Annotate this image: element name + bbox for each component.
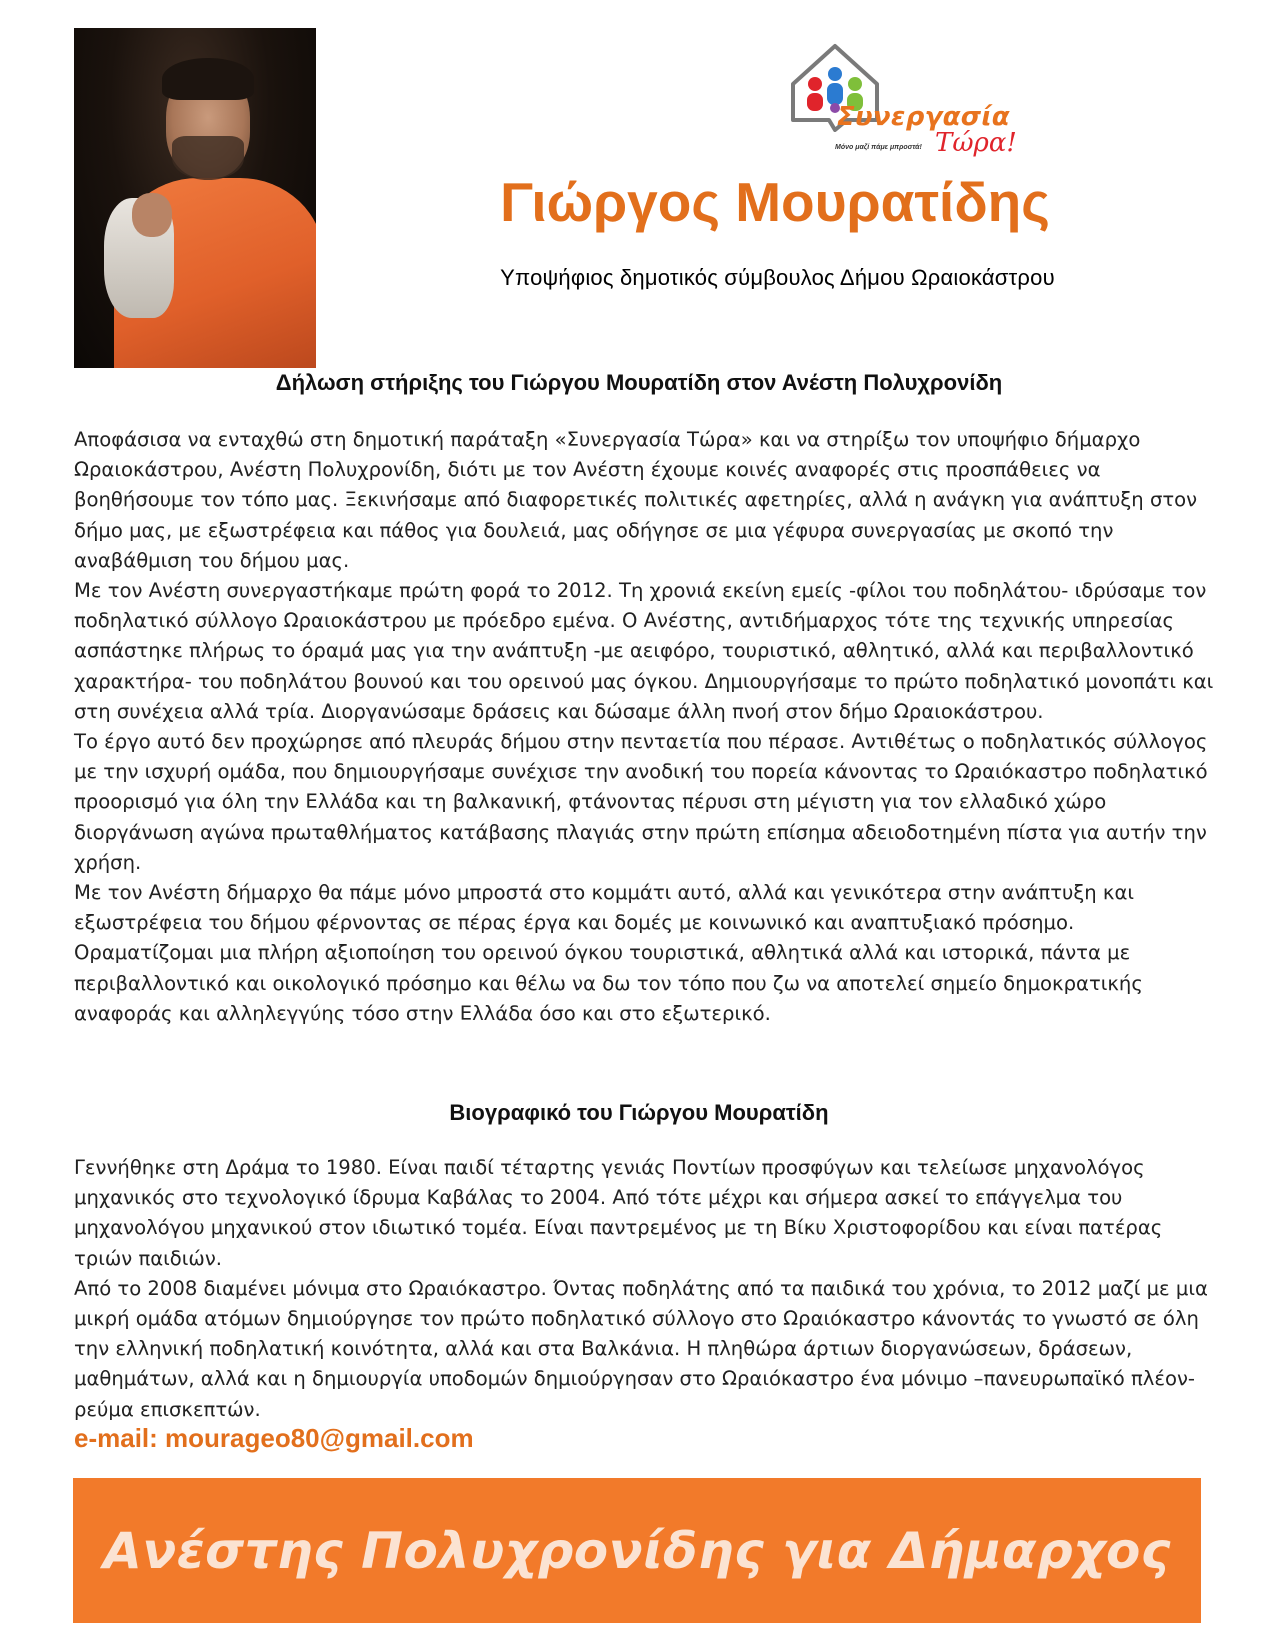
photo-beard bbox=[172, 136, 244, 180]
bio-heading: Βιογραφικό του Γιώργου Μουρατίδη bbox=[449, 1100, 829, 1125]
banner-text: Ανέστης Πολυχρονίδης για Δήμαρχος bbox=[103, 1521, 1171, 1580]
bio-paragraph: Από το 2008 διαμένει μόνιμα στο Ωραιόκαστρο. Όντας ποδηλάτης από τα παιδικά του χρόνια, το 2012 μαζί με μια μικρή ομάδα ατόμων δημιούργησε τον πρώτο ποδηλατικό σύλλογο στο Ωραιόκαστρο κάνοντάς το γνωστό σε όλη την ελληνική ποδηλατική κοινότητα, αλλά και στα Βαλκάνια. Η πληθώρα άρτιων διοργανώσεων, δράσεων, μαθημάτων, αλλά και η δημιουργία υποδομών δημιούργησαν στο Ωραιόκαστρο ένα μόνιμο –πανευρωπαϊκό πλέον- ρεύμα επισκεπτών. bbox=[74, 1276, 1208, 1421]
logo-motto: Μόνο μαζί πάμε μπροστά! bbox=[835, 144, 922, 151]
statement-heading: Δήλωση στήριξης του Γιώργου Μουρατίδη στον Ανέστη Πολυχρονίδη bbox=[275, 370, 1003, 395]
statement-paragraph: Με τον Ανέστη δήμαρχο θα πάμε μόνο μπροστά στο κομμάτι αυτό, αλλά και γενικότερα στην ανάπτυξη και εξωστρέφεια του δήμου φέρνοντας σε πέρας έργα και δομές με κοινωνικό και αναπτυξιακό πρόσημο. Οραματίζομαι μια πλήρη αξιοποίηση του ορεινού όγκου τουριστικά, αθλητικά αλλά και ιστορικά, πάντα με περιβαλλοντικό και οικολογικό πρόσημο και θέλω να δω τον τόπο που ζω να αποτελεί σημείο δημοκρατικής αναφοράς και αλληλεγγύης τόσο στην Ελλάδα όσο και στο εξωτερικό. bbox=[74, 881, 1143, 1025]
logo-brand-text-2: Τώρα! bbox=[935, 128, 1017, 158]
bio-paragraph: Γεννήθηκε στη Δράμα το 1980. Είναι παιδί τέταρτης γενιάς Ποντίων προσφύγων και τελείωσε μηχανολόγος μηχανικός στο τεχνολογικό ίδρυμα Καβάλας το 2004. Από τότε μέχρι και σήμερα ασκεί το επάγγελμα του μηχανολόγου μηχανικού στον ιδιωτικό τομέα. Είναι παντρεμένος με τη Βίκυ Χριστοφορίδου και είναι πατέρας τριών παιδιών. bbox=[74, 1156, 1163, 1270]
candidate-name: Γιώργος Μουρατίδης bbox=[500, 171, 1050, 233]
statement-paragraph: Το έργο αυτό δεν προχώρησε από πλευράς δήμου στην πενταετία που πέρασε. Αντιθέτως ο ποδηλατικός σύλλογος με την ισχυρή ομάδα, που δημιουργήσαμε συνέχισε την ανοδική του πορεία κάνοντας το Ωραιόκαστρο ποδηλατικό προορισμό για όλη την Ελλάδα και τη βαλκανική, φτάνοντας πέρυσι στη μέγιστη για τον ελλαδικό χώρο διοργάνωση αγώνα πρωταθλήματος κατάβασης πλαγιάς στην πρώτη επίσημα αδειοδοτημένη πίστα για αυτήν την χρήση. bbox=[74, 730, 1208, 874]
statement-paragraph: Με τον Ανέστη συνεργαστήκαμε πρώτη φορά το 2012. Τη χρονιά εκείνη εμείς -φίλοι του ποδηλάτου- ιδρύσαμε τον ποδηλατικό σύλλογο Ωραιοκάστρου με πρόεδρο εμένα. Ο Ανέστης, αντιδήμαρχος τότε της τεχνικής υπηρεσίας ασπάστηκε πλήρως το όραμά μας για την ανάπτυξη -με αειφόρο, τουριστικό, αθλητικό, αλλά και περιβαλλοντικό χαρακτήρα- του ποδηλάτου βουνού και του ορεινού μας όγκου. Δημιουργήσαμε το πρώτο ποδηλατικό μονοπάτι και στη συνέχεια αλλά τρία. Διοργανώσαμε δράσεις και δώσαμε άλλη πνοή στον δήμο Ωραιοκάστρου. bbox=[74, 579, 1214, 723]
party-logo bbox=[785, 40, 1055, 160]
statement-body bbox=[74, 425, 1214, 1029]
candidate-subtitle: Υποψήφιος δημοτικός σύμβουλος Δήμου Ωραιοκάστρου bbox=[500, 265, 1055, 290]
statement-paragraph: Αποφάσισα να ενταχθώ στη δημοτική παράταξη «Συνεργασία Τώρα» και να στηρίξω τον υποψήφιο δήμαρχο Ωραιοκάστρου, Ανέστη Πολυχρονίδη, διότι με τον Ανέστη έχουμε κοινές αναφορές στις προσπάθειες να βοηθήσουμε τον τόπο μας. Ξεκινήσαμε από διαφορετικές πολιτικές αφετηρίες, αλλά η ανάγκη για ανάπτυξη στον δήμο μας, με εξωστρέφεια και πάθος για δουλειά, μας οδήγησε σε μια γέφυρα συνεργασίας με σκοπό την αναβάθμιση του δήμου μας. bbox=[74, 428, 1198, 572]
candidate-photo bbox=[74, 28, 316, 368]
slogan-banner bbox=[73, 1478, 1201, 1623]
photo-hand bbox=[132, 193, 172, 237]
logo-brand-text: Συνεργασία bbox=[837, 102, 1010, 132]
bio-body bbox=[74, 1153, 1214, 1425]
photo-hair bbox=[162, 58, 254, 100]
contact-email[interactable]: e-mail: mourageo80@gmail.com bbox=[74, 1423, 474, 1453]
